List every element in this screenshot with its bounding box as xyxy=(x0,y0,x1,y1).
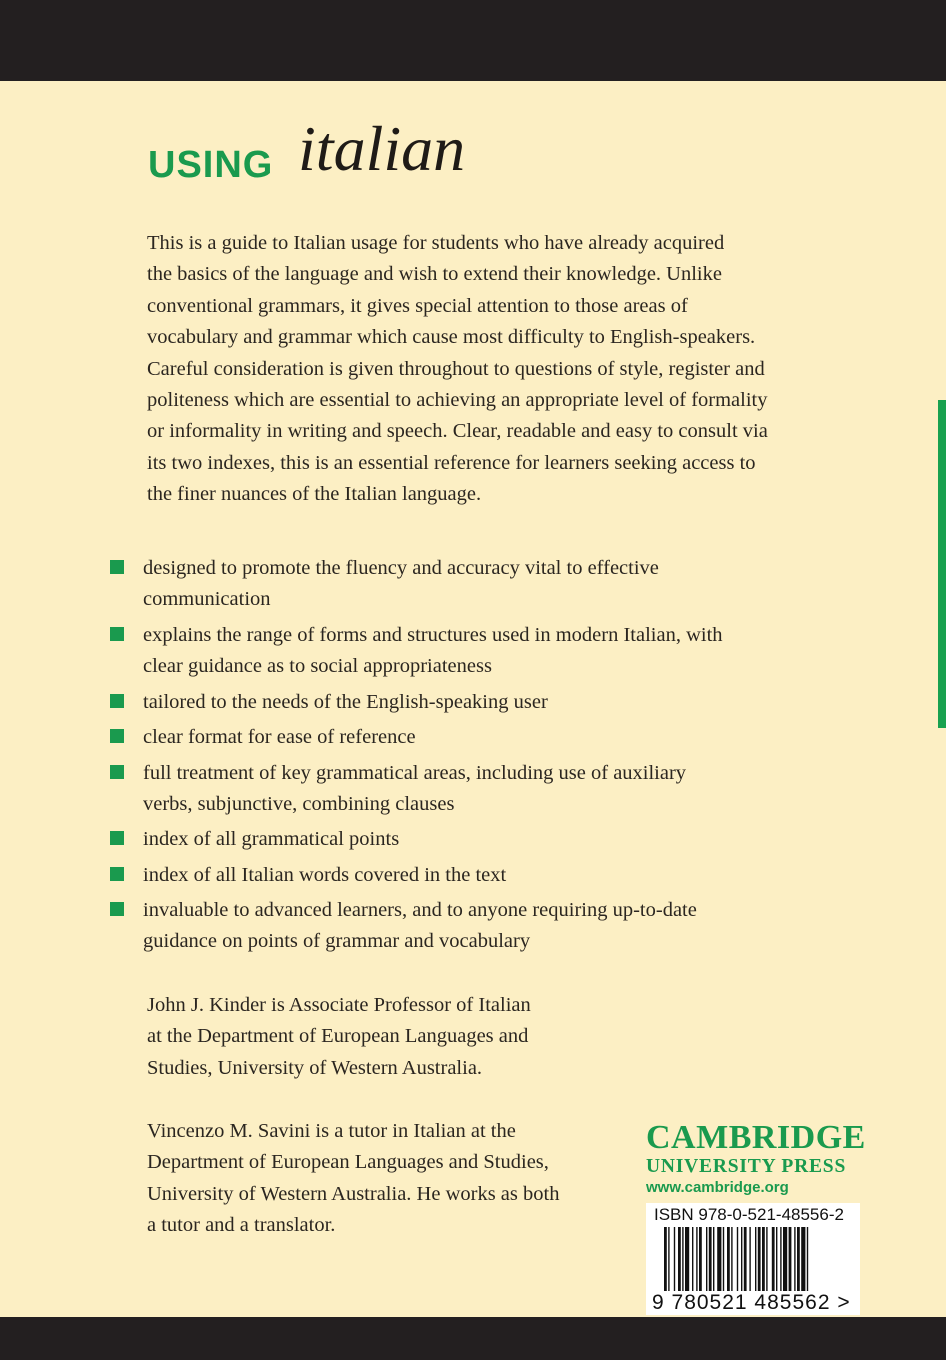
feature-line: index of all grammatical points xyxy=(143,828,400,850)
description-line: This is a guide to Italian usage for students who have already acquired xyxy=(147,232,725,254)
barcode-bar xyxy=(706,1227,707,1291)
bio-line: University of Western Australia. He works as both xyxy=(147,1182,560,1205)
barcode-bar xyxy=(762,1227,765,1291)
publisher-subtitle: UNIVERSITY PRESS xyxy=(646,1156,847,1177)
feature-line: communication xyxy=(143,588,271,611)
description-line: its two indexes, this is an essential reference for learners seeking access to xyxy=(147,451,756,474)
feature-line: invaluable to advanced learners, and to anyone requiring up-to-date xyxy=(143,899,697,921)
barcode-bar xyxy=(731,1227,732,1291)
barcode-bar xyxy=(713,1227,714,1291)
barcode-bar xyxy=(794,1227,795,1291)
square-bullet-icon xyxy=(110,729,124,743)
description-line: or informality in writing and speech. Clear, readable and easy to consult via xyxy=(147,420,768,443)
barcode-bar xyxy=(727,1227,730,1291)
barcode-bar xyxy=(741,1227,742,1291)
feature-line: full treatment of key grammatical areas, including use of auxiliary xyxy=(143,762,687,784)
square-bullet-icon xyxy=(110,831,124,845)
title-prefix: USING xyxy=(148,144,274,186)
barcode-bar xyxy=(749,1227,750,1291)
feature-line: index of all Italian words covered in the text xyxy=(143,864,507,886)
bio-line: a tutor and a translator. xyxy=(147,1214,336,1237)
feature-line: clear guidance as to social appropriateness xyxy=(143,655,492,678)
barcode-bar xyxy=(717,1227,721,1291)
barcode-bar xyxy=(755,1227,756,1291)
description-line: Careful consideration is given throughout to questions of style, register and xyxy=(147,357,765,380)
bottom-band xyxy=(0,1317,946,1360)
isbn-barcode xyxy=(646,1203,860,1315)
bio-line: Studies, University of Western Australia. xyxy=(147,1056,483,1079)
barcode-bar xyxy=(776,1227,777,1291)
barcode-bar xyxy=(797,1227,800,1291)
barcode-bar xyxy=(685,1227,689,1291)
feature-line: explains the range of forms and structures used in modern Italian, with xyxy=(143,624,723,646)
publisher-logo xyxy=(646,1120,866,1198)
barcode-bar xyxy=(744,1227,747,1291)
description-line: the finer nuances of the Italian language. xyxy=(147,483,482,506)
bio-line: Vincenzo M. Savini is a tutor in Italian at the xyxy=(147,1120,516,1142)
barcode-bar xyxy=(737,1227,738,1291)
barcode-bar xyxy=(783,1227,787,1291)
isbn-label: ISBN 978-0-521-48556-2 xyxy=(654,1205,844,1224)
publisher-name: CAMBRIDGE xyxy=(646,1119,866,1156)
feature-line: guidance on points of grammar and vocabulary xyxy=(143,930,531,953)
author-bio-kinder xyxy=(147,990,607,1084)
barcode-bar xyxy=(801,1227,805,1291)
author-bio-savini xyxy=(147,1116,607,1242)
spine-accent-bar xyxy=(938,400,946,728)
feature-line: tailored to the needs of the English-speaking user xyxy=(143,691,548,713)
publisher-url: www.cambridge.org xyxy=(646,1179,789,1196)
barcode-bar xyxy=(692,1227,693,1291)
feature-line: clear format for ease of reference xyxy=(143,726,416,748)
square-bullet-icon xyxy=(110,560,124,574)
barcode-bar xyxy=(664,1227,667,1291)
barcode-digits: 9 780521 485562 > xyxy=(652,1291,851,1314)
square-bullet-icon xyxy=(110,627,124,641)
barcode-bar xyxy=(789,1227,792,1291)
description-line: the basics of the language and wish to extend their knowledge. Unlike xyxy=(147,263,722,286)
feature-line: designed to promote the fluency and accuracy vital to effective xyxy=(143,557,659,579)
description-line: conventional grammars, it gives special attention to those areas of xyxy=(147,294,688,317)
barcode-bar xyxy=(758,1227,761,1291)
barcode-bar xyxy=(807,1227,808,1291)
barcode-bars-icon xyxy=(664,1227,848,1291)
barcode-bar xyxy=(772,1227,775,1291)
square-bullet-icon xyxy=(110,902,124,916)
bio-line: John J. Kinder is Associate Professor of Italian xyxy=(147,994,531,1016)
barcode-bar xyxy=(709,1227,712,1291)
square-bullet-icon xyxy=(110,694,124,708)
barcode-bar xyxy=(674,1227,675,1291)
barcode-bar xyxy=(723,1227,724,1291)
feature-line: verbs, subjunctive, combining clauses xyxy=(143,793,455,816)
barcode-bar xyxy=(678,1227,681,1291)
barcode-bar xyxy=(668,1227,669,1291)
description-line: vocabulary and grammar which cause most difficulty to English-speakers. xyxy=(147,326,756,349)
square-bullet-icon xyxy=(110,765,124,779)
barcode-bar xyxy=(766,1227,767,1291)
title-main: italian xyxy=(298,113,466,184)
square-bullet-icon xyxy=(110,867,124,881)
barcode-bar xyxy=(780,1227,781,1291)
barcode-bar xyxy=(699,1227,702,1291)
barcode-bar xyxy=(682,1227,683,1291)
barcode-bar xyxy=(696,1227,697,1291)
bio-line: Department of European Languages and Studies, xyxy=(147,1151,549,1174)
description xyxy=(147,228,807,511)
bio-line: at the Department of European Languages and xyxy=(147,1025,529,1048)
description-line: politeness which are essential to achieving an appropriate level of formality xyxy=(147,389,768,412)
top-band xyxy=(0,0,946,81)
